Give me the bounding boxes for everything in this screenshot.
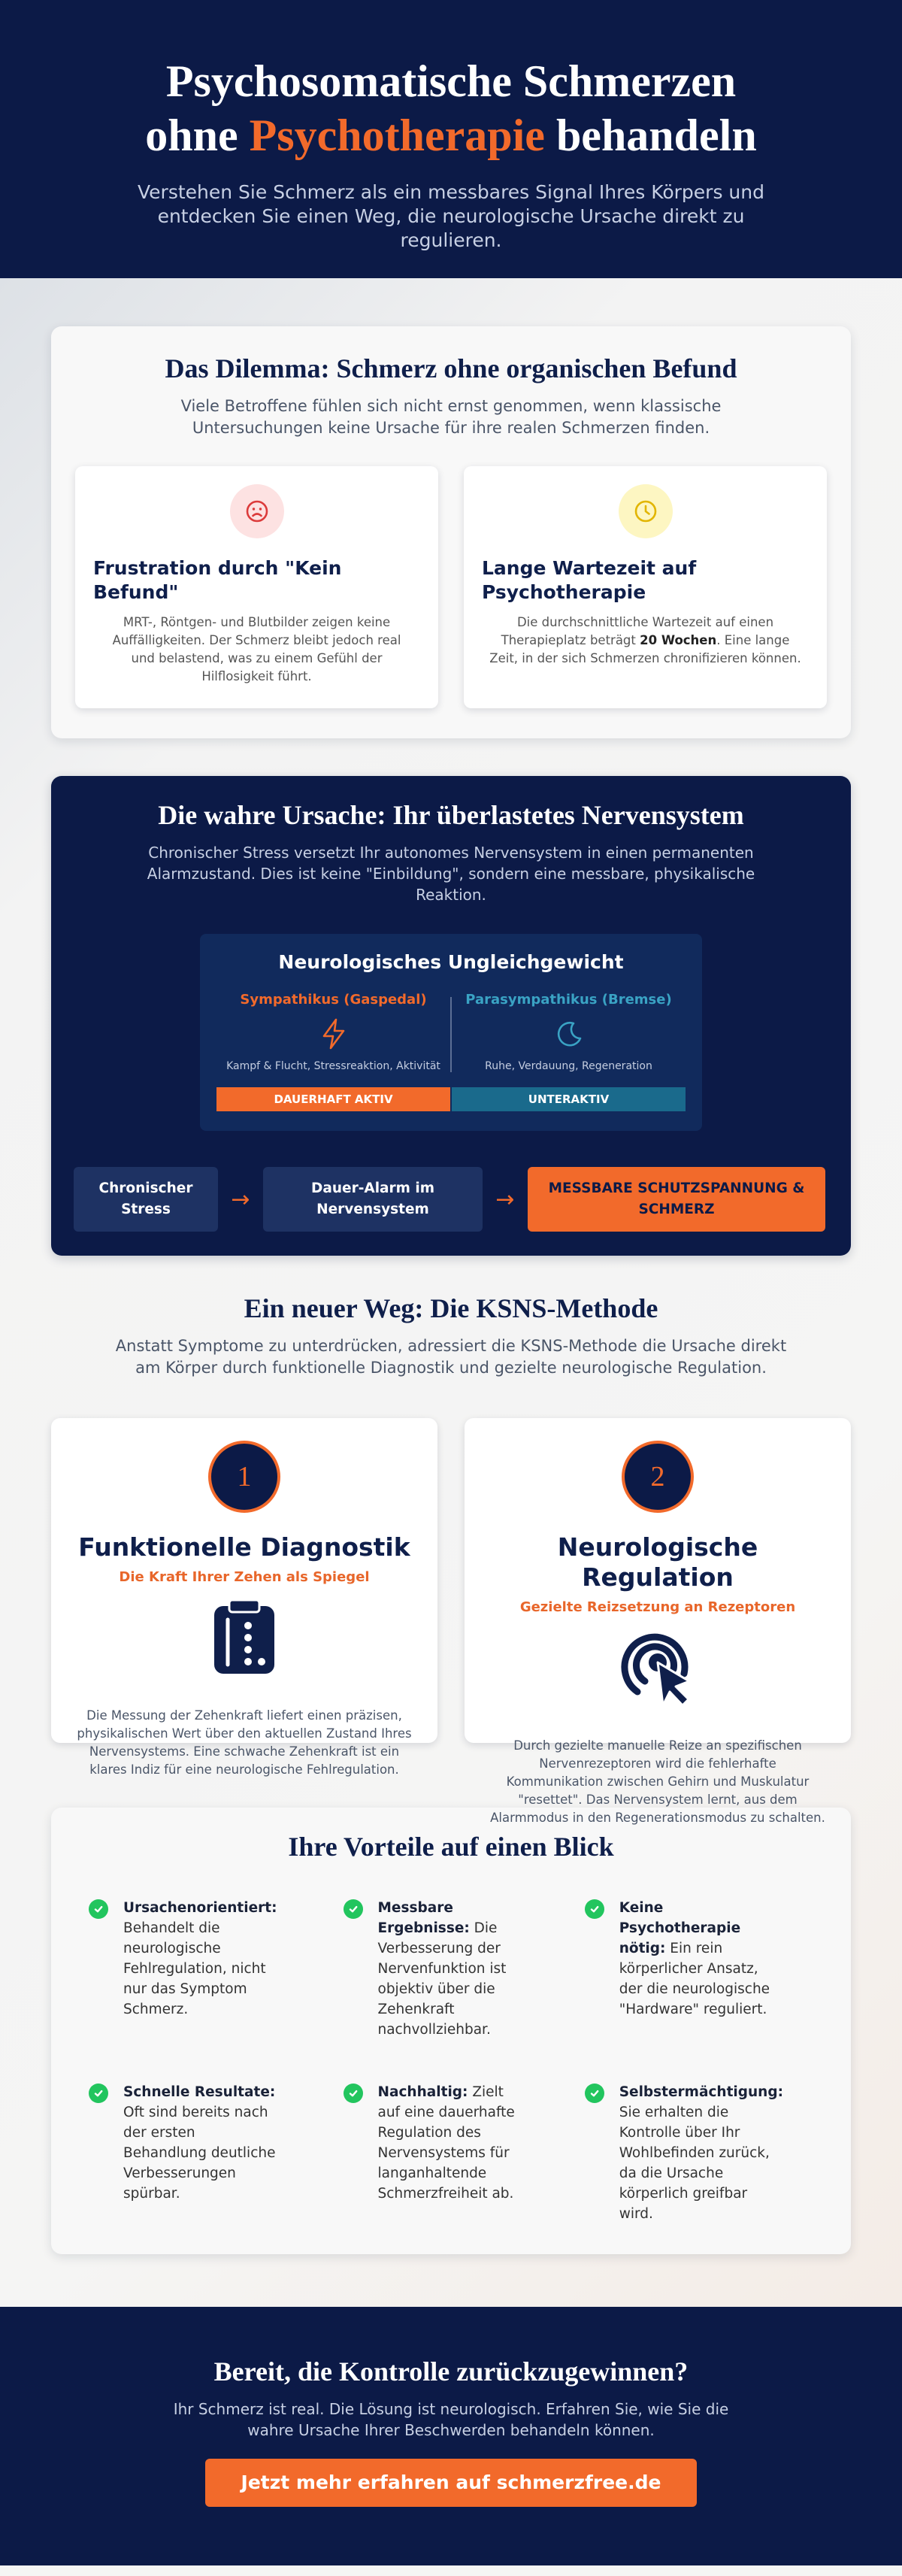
flow-arrow-2: → <box>495 1186 515 1213</box>
neuro-box-title: Neurologisches Ungleichgewicht <box>278 951 624 973</box>
sympathikus-column <box>216 991 450 1111</box>
cause-title: Die wahre Ursache: Ihr überlastetes Nervensystem <box>158 800 744 830</box>
regulation-title: Neurologische Regulation <box>557 1532 758 1592</box>
waiting-text-bold: 20 Wochen <box>640 633 717 647</box>
page-title <box>0 54 902 162</box>
benefit-item <box>89 2082 307 2224</box>
benefit-label: Ursachenorientiert: <box>123 1900 277 1916</box>
benefit-label: Selbstermächtigung: <box>619 2084 783 2100</box>
check-icon <box>585 2084 604 2103</box>
parasympathikus-text: Ruhe, Verdauung, Regeneration <box>485 1060 652 1072</box>
neurological-imbalance-box <box>200 934 702 1131</box>
method-subtitle: Anstatt Symptome zu unterdrücken, adressiert die KSNS-Methode die Ursache direkt am Körper durch funktionelle Diagnostik und gezielte neurologische Regulation. <box>115 1337 787 1377</box>
step-number-1: 1 <box>208 1441 280 1513</box>
step-number-2: 2 <box>622 1441 694 1513</box>
hero-section <box>0 0 902 278</box>
cause-section <box>51 776 851 1256</box>
benefit-text <box>619 2082 813 2224</box>
sympathikus-label: Sympathikus (Gaspedal) <box>240 992 427 1008</box>
benefit-label: Schnelle Resultate: <box>123 2084 276 2100</box>
frustration-card-text: MRT-, Röntgen- und Blutbilder zeigen keine Auffälligkeiten. Der Schmerz bleibt jedoch real und belastend, was zu einem Gefühl der Hilflosigkeit führt. <box>112 615 401 683</box>
cta-button[interactable]: Jetzt mehr erfahren auf schmerzfree.de <box>205 2459 698 2507</box>
cause-subtitle: Chronischer Stress versetzt Ihr autonomes Nervensystem in einen permanenten Alarmzustand. Dies ist keine "Einbildung", sondern eine messbare, physikalische Reaktion. <box>147 844 755 904</box>
touch-signal-icon <box>490 1624 825 1716</box>
benefit-item <box>585 1898 813 2040</box>
benefit-text <box>378 1898 549 2040</box>
diagnostics-text: Die Messung der Zehenkraft liefert einen präzisen, physikalischen Wert über den aktuellen Zustand Ihres Nervensystems. Eine schwache Zehenkraft ist ein klares Indiz für eine neurologische Fehlregulation. <box>77 1708 412 1777</box>
flow-step-alarm: Dauer-Alarm im Nervensystem <box>263 1167 483 1232</box>
title-line-2-end: behandeln <box>544 111 757 160</box>
diagnostics-card <box>51 1418 437 1777</box>
benefit-item <box>344 2082 549 2224</box>
waiting-time-card <box>464 466 827 708</box>
dilemma-section <box>51 326 851 738</box>
flow-arrow-1: → <box>231 1186 250 1213</box>
waiting-time-card-title: Lange Wartezeit auf Psychotherapie <box>482 557 697 603</box>
method-title: Ein neuer Weg: Die KSNS-Methode <box>244 1293 658 1323</box>
flow-step-pain: MESSBARE SCHUTZSPANNUNG & SCHMERZ <box>528 1167 825 1232</box>
diagnostics-tagline: Die Kraft Ihrer Zehen als Spiegel <box>119 1569 370 1585</box>
benefit-item <box>344 1898 549 2040</box>
waiting-text-after: . Eine lange Zeit, in der sich Schmerzen chronifizieren können. <box>489 633 801 665</box>
benefit-text <box>619 1898 813 2040</box>
check-icon <box>89 2084 108 2103</box>
diagnostics-title: Funktionelle Diagnostik <box>78 1532 410 1562</box>
title-line-1: Psychosomatische Schmerzen <box>165 56 737 106</box>
benefit-description: Zielt auf eine dauerhafte Regulation des Nervensystems für langanhaltende Schmerzfreiheit ab. <box>377 2084 515 2202</box>
dilemma-title: Das Dilemma: Schmerz ohne organischen Befund <box>165 353 737 383</box>
benefit-label: Keine Psychotherapie nötig: <box>619 1900 741 1956</box>
lightning-icon <box>319 1014 349 1054</box>
check-icon <box>585 1899 604 1919</box>
benefits-title: Ihre Vorteile auf einen Blick <box>288 1832 614 1862</box>
parasympathikus-column <box>452 991 686 1111</box>
cta-title: Bereit, die Kontrolle zurückzugewinnen? <box>213 2356 689 2387</box>
dilemma-subtitle: Viele Betroffene fühlen sich nicht ernst genommen, wenn klassische Untersuchungen keine Ursache für ihre realen Schmerzen finden. <box>180 397 722 437</box>
title-accent: Psychotherapie <box>249 111 545 160</box>
regulation-text: Durch gezielte manuelle Reize an spezifischen Nervenrezeptoren wird die fehlerhafte Kommunikation zwischen Gehirn und Muskulatur "resettet". Das Nervensystem lernt, aus dem Alarmmodus in den Regenerationsmodus zu schalten. <box>490 1738 825 1825</box>
moon-icon <box>554 1014 584 1054</box>
cause-flow <box>74 1167 828 1232</box>
frustration-card-title: Frustration durch "Kein Befund" <box>93 557 342 603</box>
hero-subtitle: Verstehen Sie Schmerz als ein messbares Signal Ihres Körpers und entdecken Sie einen Weg, die neurologische Ursache direkt zu regulieren. <box>138 181 764 251</box>
benefit-text <box>123 2082 307 2224</box>
title-line-2-start: ohne <box>145 111 250 160</box>
parasympathikus-label: Parasympathikus (Bremse) <box>465 992 672 1008</box>
sympathikus-status: DAUERHAFT AKTIV <box>216 1087 450 1111</box>
benefit-description: Oft sind bereits nach der ersten Behandlung deutliche Verbesserungen spürbar. <box>123 2105 276 2202</box>
clock-icon <box>619 484 673 538</box>
benefit-label: Nachhaltig: <box>377 2084 468 2100</box>
benefit-description: Sie erhalten die Kontrolle über Ihr Wohlbefinden zurück, da die Ursache körperlich greifbar wird. <box>619 2105 770 2222</box>
regulation-card <box>465 1418 851 1825</box>
measurement-device-icon <box>77 1594 412 1686</box>
benefit-description: Ein rein körperlicher Ansatz, der die neurologische "Hardware" reguliert. <box>619 1941 770 2017</box>
method-section <box>51 1292 851 1825</box>
sympathikus-text: Kampf & Flucht, Stressreaktion, Aktivität <box>226 1060 440 1072</box>
main-content <box>0 278 902 2307</box>
cta-text: Ihr Schmerz ist real. Die Lösung ist neurologisch. Erfahren Sie, wie Sie die wahre Ursache Ihrer Beschwerden behandeln können. <box>173 2400 729 2439</box>
waiting-time-card-text <box>482 614 809 668</box>
benefit-description: Die Verbesserung der Nervenfunktion ist objektiv über die Zehenkraft nachvollziehbar. <box>377 1920 507 2038</box>
benefit-label: Messbare Ergebnisse: <box>377 1900 470 1936</box>
benefits-grid <box>74 1898 828 2224</box>
benefit-description: Behandelt die neurologische Fehlregulation, nicht nur das Symptom Schmerz. <box>123 1920 266 2017</box>
waiting-text-before: Die durchschnittliche Wartezeit auf einen Therapieplatz beträgt <box>501 615 774 647</box>
cta-section <box>0 2307 902 2565</box>
benefit-text <box>378 2082 549 2224</box>
benefit-text <box>123 1898 307 2040</box>
sad-face-icon <box>230 484 284 538</box>
benefits-section <box>51 1808 851 2254</box>
frustration-card <box>75 466 438 708</box>
flow-step-stress: Chronischer Stress <box>74 1167 218 1232</box>
check-icon <box>344 2084 363 2103</box>
regulation-tagline: Gezielte Reizsetzung an Rezeptoren <box>519 1599 796 1615</box>
benefit-item <box>89 1898 307 2040</box>
parasympathikus-status: UNTERAKTIV <box>452 1087 686 1111</box>
benefit-item <box>585 2082 813 2224</box>
check-icon <box>89 1899 108 1919</box>
check-icon <box>344 1899 363 1919</box>
